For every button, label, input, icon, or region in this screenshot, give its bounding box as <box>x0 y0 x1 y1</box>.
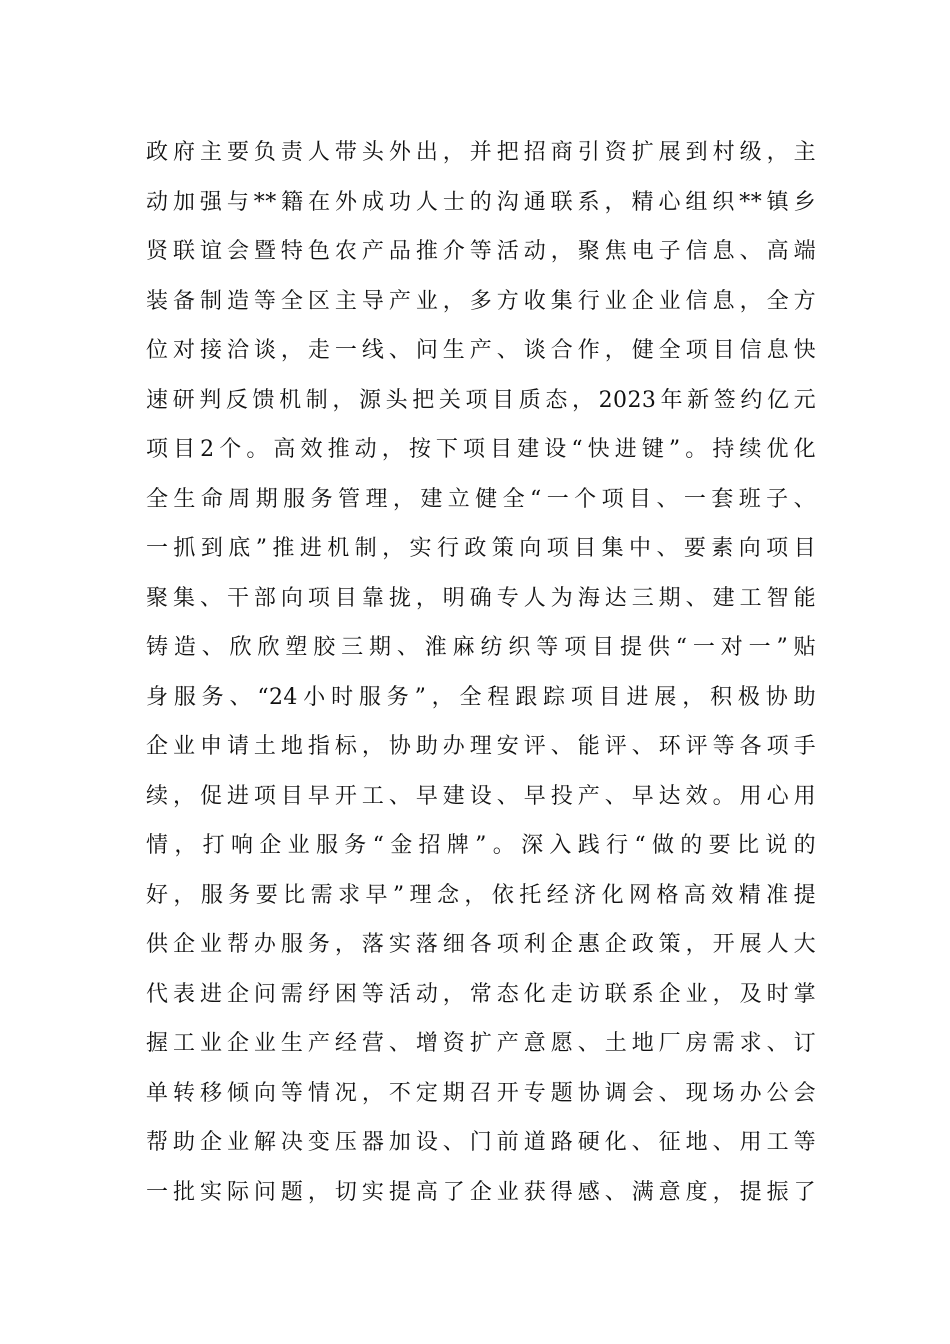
text-line: 贤联谊会暨特色农产品推介等活动，聚焦电子信息、高端 <box>146 239 816 264</box>
text-line: 单转移倾向等情况，不定期召开专题协调会、现场办公会 <box>146 1080 816 1106</box>
text-line: 位对接洽谈，走一线、问生产、谈合作，健全项目信息快 <box>146 338 816 363</box>
text-line: 速研判反馈机制，源头把关项目质态，2023年新签约亿元 <box>146 387 816 413</box>
text-line: 项目2个。高效推动，按下项目建设“快进键”。持续优化 <box>146 437 816 462</box>
text-line: 全生命周期服务管理，建立健全“一个项目、一套班子、 <box>146 486 816 512</box>
text-line: 动加强与**籍在外成功人士的沟通联系，精心组织**镇乡 <box>146 189 816 215</box>
text-line: 供企业帮办服务，落实落细各项利企惠企政策，开展人大 <box>146 932 816 957</box>
text-line: 一批实际问题，切实提高了企业获得感、满意度，提振了 <box>146 1179 816 1205</box>
text-line: 政府主要负责人带头外出，并把招商引资扩展到村级，主 <box>146 140 816 165</box>
text-line: 一抓到底”推进机制，实行政策向项目集中、要素向项目 <box>146 536 816 561</box>
body-text <box>146 128 816 1217</box>
text-line: 帮助企业解决变压器加设、门前道路硬化、征地、用工等 <box>146 1130 816 1155</box>
text-line: 聚集、干部向项目靠拢，明确专人为海达三期、建工智能 <box>146 585 816 611</box>
text-line: 续，促进项目早开工、早建设、早投产、早达效。用心用 <box>146 783 816 809</box>
text-line: 情，打响企业服务“金招牌”。深入践行“做的要比说的 <box>146 833 816 858</box>
text-line: 装备制造等全区主导产业，多方收集行业企业信息，全方 <box>146 288 816 314</box>
text-line: 好，服务要比需求早”理念，依托经济化网格高效精准提 <box>146 882 816 908</box>
text-line: 代表进企问需纾困等活动，常态化走访联系企业，及时掌 <box>146 981 816 1007</box>
text-line: 握工业企业生产经营、增资扩产意愿、土地厂房需求、订 <box>146 1031 816 1056</box>
text-line: 企业申请土地指标，协助办理安评、能评、环评等各项手 <box>146 734 816 759</box>
text-line: 身服务、“24小时服务”，全程跟踪项目进展，积极协助 <box>146 684 816 710</box>
text-line: 铸造、欣欣塑胶三期、淮麻纺织等项目提供“一对一”贴 <box>146 635 816 660</box>
